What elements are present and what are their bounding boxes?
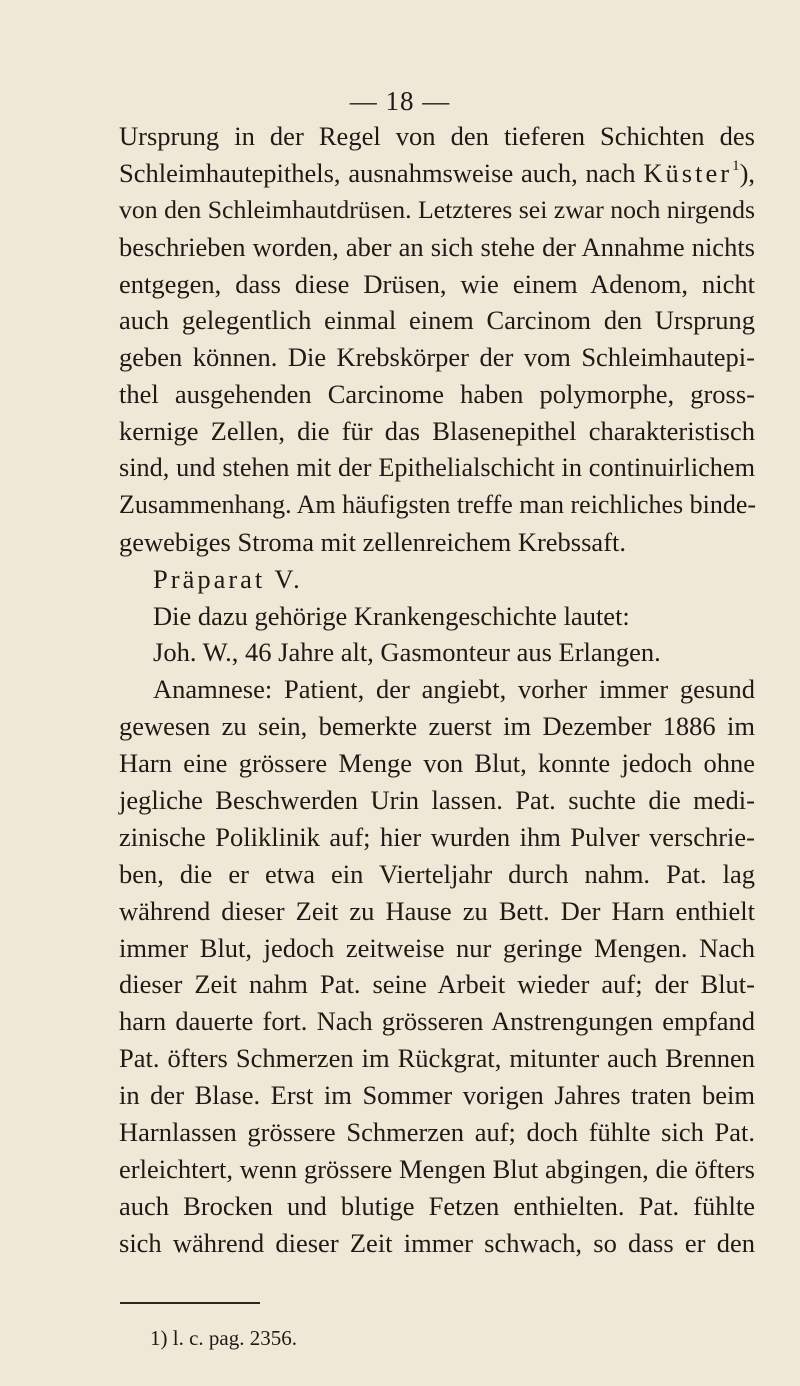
- text-line: von den Schleimhautdrüsen. Letzteres sei zwar noch nirgends: [119, 194, 755, 224]
- footnote: 1) l. c. pag. 2356.: [150, 1326, 297, 1350]
- section-heading: Präparat V.: [153, 563, 303, 594]
- text-line: Anamnese: Patient, der angiebt, vorher immer gesund: [153, 674, 755, 705]
- author-name: Küster: [643, 157, 733, 188]
- text-line: sind, und stehen mit der Epithelialschicht in continuirlichem: [119, 453, 755, 483]
- text-line: Harnlassen grössere Schmerzen auf; doch fühlte sich Pat.: [119, 1117, 755, 1148]
- text-line: Schleimhautepithels, ausnahmsweise auch, nach Küster$^1$),: [119, 157, 756, 188]
- text-line: thel ausgehenden Carcinome haben polymorphe, gross-: [119, 379, 755, 410]
- text-line: auch gelegentlich einmal einem Carcinom den Ursprung: [119, 305, 755, 336]
- text-line: in der Blase. Erst im Sommer vorigen Jahres traten beim: [119, 1080, 755, 1111]
- text-line: Harn eine grössere Menge von Blut, konnte jedoch ohne: [119, 748, 755, 779]
- text-line: Die dazu gehörige Krankengeschichte lautet:: [153, 600, 630, 631]
- text-line: geben können. Die Krebskörper der vom Schleimhautepi-: [119, 342, 755, 373]
- text-line: erleichtert, wenn grössere Mengen Blut abgingen, die öfters: [119, 1153, 755, 1184]
- text-line: Pat. öfters Schmerzen im Rückgrat, mitunter auch Brennen: [119, 1043, 755, 1074]
- text-line: gewesen zu sein, bemerkte zuerst im Dezember 1886 im: [119, 711, 755, 742]
- text-line: Ursprung in der Regel von den tieferen Schichten des: [119, 121, 755, 151]
- text-line: sich während dieser Zeit immer schwach, so dass er den: [119, 1227, 755, 1258]
- footnote-ref: 1: [732, 157, 740, 174]
- text-line: Zusammenhang. Am häufigsten treffe man reichliches binde-: [119, 489, 757, 519]
- text-line: ben, die er etwa ein Vierteljahr durch nahm. Pat. lag: [119, 858, 755, 889]
- footnote-divider: [120, 1302, 260, 1304]
- text-line: immer Blut, jedoch zeitweise nur geringe Mengen. Nach: [119, 932, 755, 963]
- text-line: während dieser Zeit zu Hause zu Bett. Der Harn enthielt: [119, 895, 755, 926]
- text-line: zinische Poliklinik auf; hier wurden ihm Pulver verschrie-: [119, 821, 755, 852]
- text-line: entgegen, dass diese Drüsen, wie einem Adenom, nicht: [119, 268, 755, 299]
- text-line: beschrieben worden, aber an sich stehe der Annahme nichts: [119, 231, 755, 262]
- text-line: Joh. W., 46 Jahre alt, Gasmonteur aus Erlangen.: [153, 637, 661, 668]
- text-line: auch Brocken und blutige Fetzen enthielten. Pat. fühlte: [119, 1190, 755, 1221]
- text-line: gewebiges Stroma mit zellenreichem Krebssaft.: [119, 526, 627, 557]
- text-line: dieser Zeit nahm Pat. seine Arbeit wieder auf; der Blut-: [119, 969, 755, 1000]
- body-text: [119, 118, 755, 1262]
- text-line: kernige Zellen, die für das Blasenepithel charakteristisch: [119, 416, 755, 447]
- text-line: jegliche Beschwerden Urin lassen. Pat. suchte die medi-: [119, 785, 755, 816]
- text-line: harn dauerte fort. Nach grösseren Anstrengungen empfand: [119, 1006, 755, 1037]
- page-number: — 18 —: [349, 86, 451, 116]
